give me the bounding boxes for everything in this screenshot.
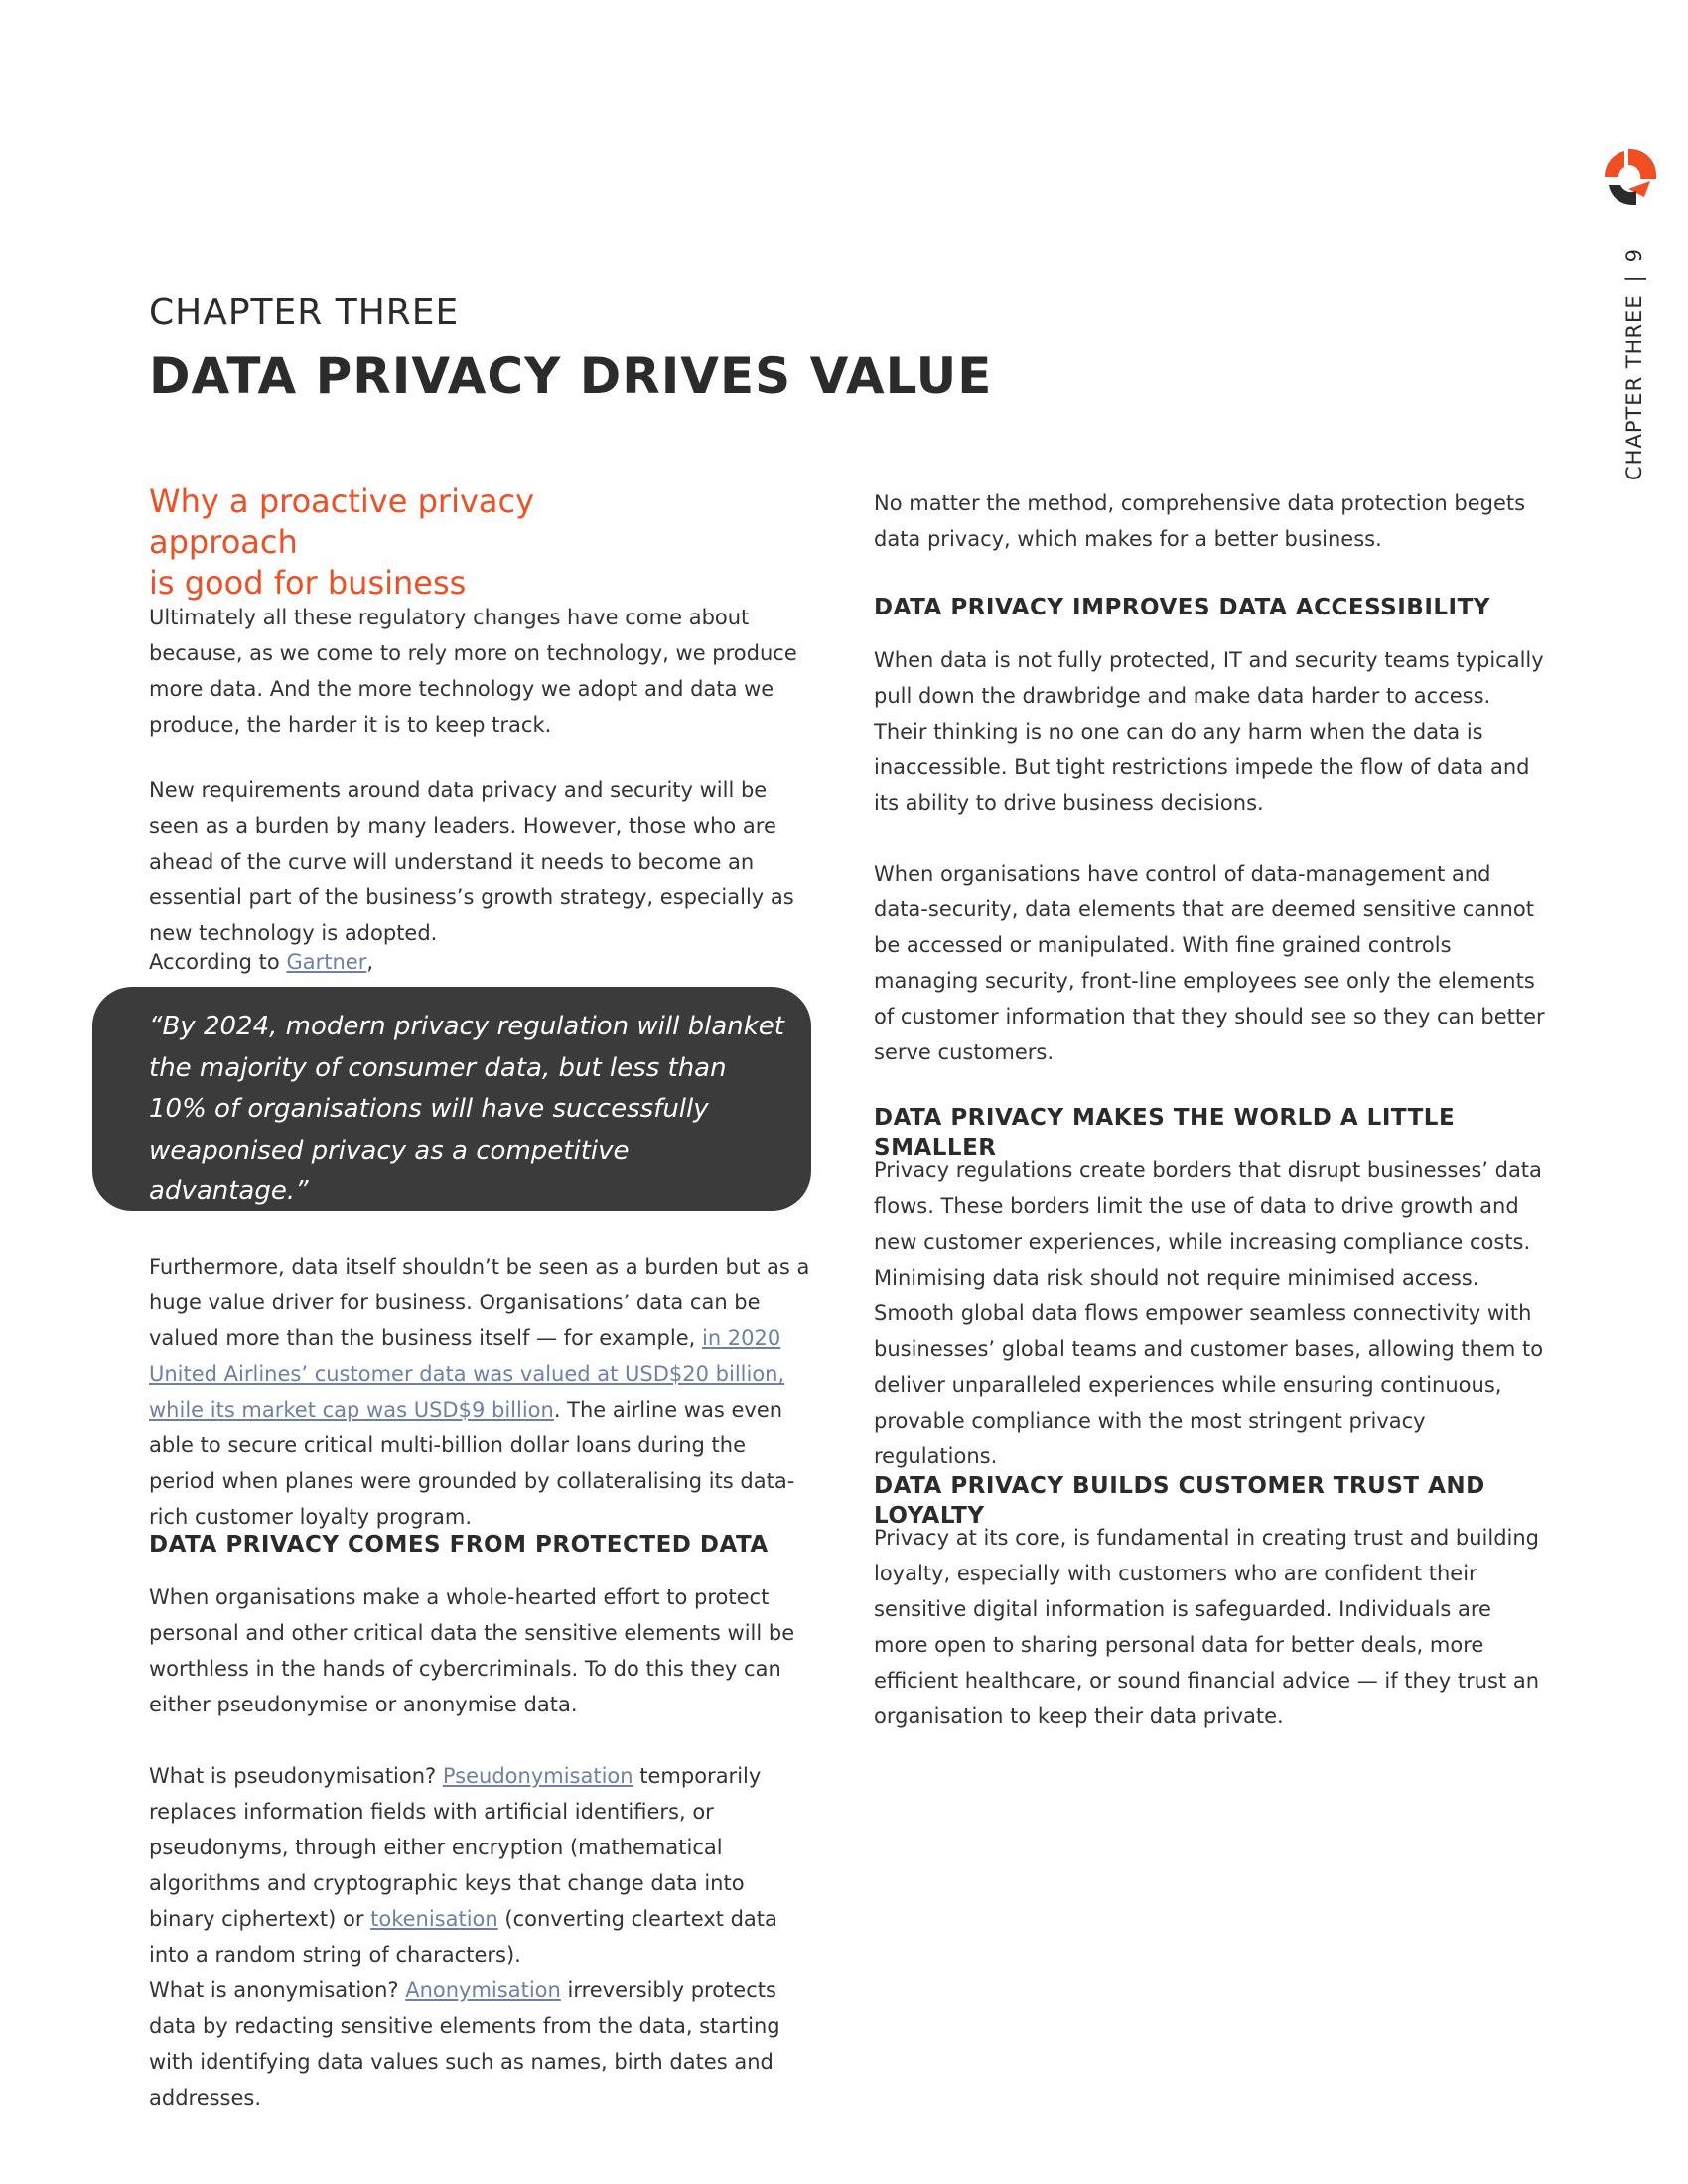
heading-protected-data: DATA PRIVACY COMES FROM PROTECTED DATA bbox=[149, 1532, 769, 1558]
method-paragraph: No matter the method, comprehensive data protection begets data privacy, which makes for a better business. bbox=[874, 491, 1526, 551]
pseudonymisation-link[interactable]: Pseudonymisation bbox=[442, 1764, 633, 1788]
anonymisation-suffix: irreversibly protects data by redacting sensitive elements from the data, starting with identifying data values such as names, birth dates and addresses. bbox=[149, 1979, 780, 2110]
united-airlines-link[interactable]: in 2020 United Airlines’ customer data was valued at USD$20 billion, while its market cap was USD$9 billion bbox=[149, 1326, 785, 1422]
heading-trust-loyalty: DATA PRIVACY BUILDS CUSTOMER TRUST AND LOYALTY bbox=[874, 1473, 1485, 1529]
trust-paragraph: Privacy at its core, is fundamental in creating trust and building loyalty, especially with customers who are confident their sensitive digital information is safeguarded. Individuals are more open to sharing personal data for better deals, more efficient healthcare, or sound financial advice — if they trust an organisation to keep their data private. bbox=[874, 1526, 1540, 1728]
subheading-line-2: is good for business bbox=[149, 564, 467, 602]
intro-paragraph: Ultimately all these regulatory changes have come about because, as we come to rely more on technology, we produce more data. And the more technology we adopt and data we produce, the harder it is to keep track. bbox=[149, 606, 797, 737]
page-number: 9 bbox=[1622, 247, 1646, 263]
value-driver-paragraph bbox=[149, 1249, 816, 1535]
anonymisation-paragraph bbox=[149, 1973, 816, 2116]
accessibility-paragraph: When data is not fully protected, IT and security teams typically pull down the drawbridge and make data harder to access. Their thinking is no one can do any harm when the data is inaccessible. But tight restrictions impede the flow of data and its ability to drive business decisions. bbox=[874, 648, 1544, 815]
value-driver-suffix: . The airline was even able to secure critical multi-billion dollar loans during the period when planes were grounded by collateralising its data-rich customer loyalty program. bbox=[149, 1398, 795, 1529]
heading-data-accessibility: DATA PRIVACY IMPROVES DATA ACCESSIBILITY bbox=[874, 595, 1490, 620]
brand-logo-icon bbox=[1601, 145, 1660, 208]
gartner-suffix: , bbox=[366, 950, 374, 974]
pseudonymisation-prefix: What is pseudonymisation? bbox=[149, 1764, 443, 1788]
side-tab-separator: | bbox=[1622, 274, 1646, 283]
tokenisation-link[interactable]: tokenisation bbox=[370, 1907, 498, 1931]
gartner-prefix: According to bbox=[149, 950, 287, 974]
anonymisation-link[interactable]: Anonymisation bbox=[405, 1979, 561, 2002]
chapter-label: CHAPTER THREE bbox=[149, 292, 460, 333]
requirements-paragraph: New requirements around data privacy and security will be seen as a burden by many leaders. However, those who are ahead of the curve will understand it needs to become an essential part of the business’s growth strategy, especially as new technology is adopted. bbox=[149, 778, 794, 945]
page-title: DATA PRIVACY DRIVES VALUE bbox=[149, 347, 993, 405]
gartner-quote-box bbox=[92, 987, 811, 1211]
pseudonymisation-body: temporarily replaces information fields with artificial identifiers, or pseudonyms, through either encryption (mathematical algorithms and cryptographic keys that change data into binary ciphertext) or bbox=[149, 1764, 762, 1931]
pseudonymisation-paragraph bbox=[149, 1758, 816, 1973]
side-tab-chapter: CHAPTER THREE bbox=[1622, 294, 1646, 480]
pseudonymisation-suffix: (converting cleartext data into a random string of characters). bbox=[149, 1907, 777, 1967]
borders-paragraph: Privacy regulations create borders that disrupt businesses’ data flows. These borders limit the use of data to drive growth and new customer experiences, while increasing compliance costs. Minimising data risk should not require minimised access. Smooth global data flows empower seamless connectivity with businesses’ global teams and customer bases, allowing them to deliver unparalleled experiences while ensuring continuous, provable compliance with the most stringent privacy regulations. bbox=[874, 1159, 1544, 1468]
control-paragraph: When organisations have control of data-management and data-security, data elements that are deemed sensitive cannot be accessed or manipulated. With fine grained controls managing security, front-line employees see only the elements of customer information that they should see so they can better serve customers. bbox=[874, 862, 1545, 1064]
value-driver-prefix: Furthermore, data itself shouldn’t be seen as a burden but as a huge value driver for business. Organisations’ data can be valued more than the business itself — for example, bbox=[149, 1255, 810, 1350]
heading-world-smaller: DATA PRIVACY MAKES THE WORLD A LITTLE SMALLER bbox=[874, 1105, 1456, 1160]
section-subheading bbox=[149, 481, 685, 604]
gartner-link[interactable]: Gartner bbox=[286, 950, 367, 974]
gartner-quote: “By 2024, modern privacy regulation will blanket the majority of consumer data, but less than 10% of organisations will have successfully weaponised privacy as a competitive advantage.” bbox=[149, 1012, 784, 1206]
gartner-paragraph bbox=[149, 944, 816, 980]
protected-data-paragraph: When organisations make a whole-hearted effort to protect personal and other critical data the sensitive elements will be worthless in the hands of cybercriminals. To do this they can either pseudonymise or anonymise data. bbox=[149, 1585, 795, 1716]
subheading-line-1: Why a proactive privacy approach bbox=[149, 482, 535, 561]
anonymisation-prefix: What is anonymisation? bbox=[149, 1979, 406, 2002]
